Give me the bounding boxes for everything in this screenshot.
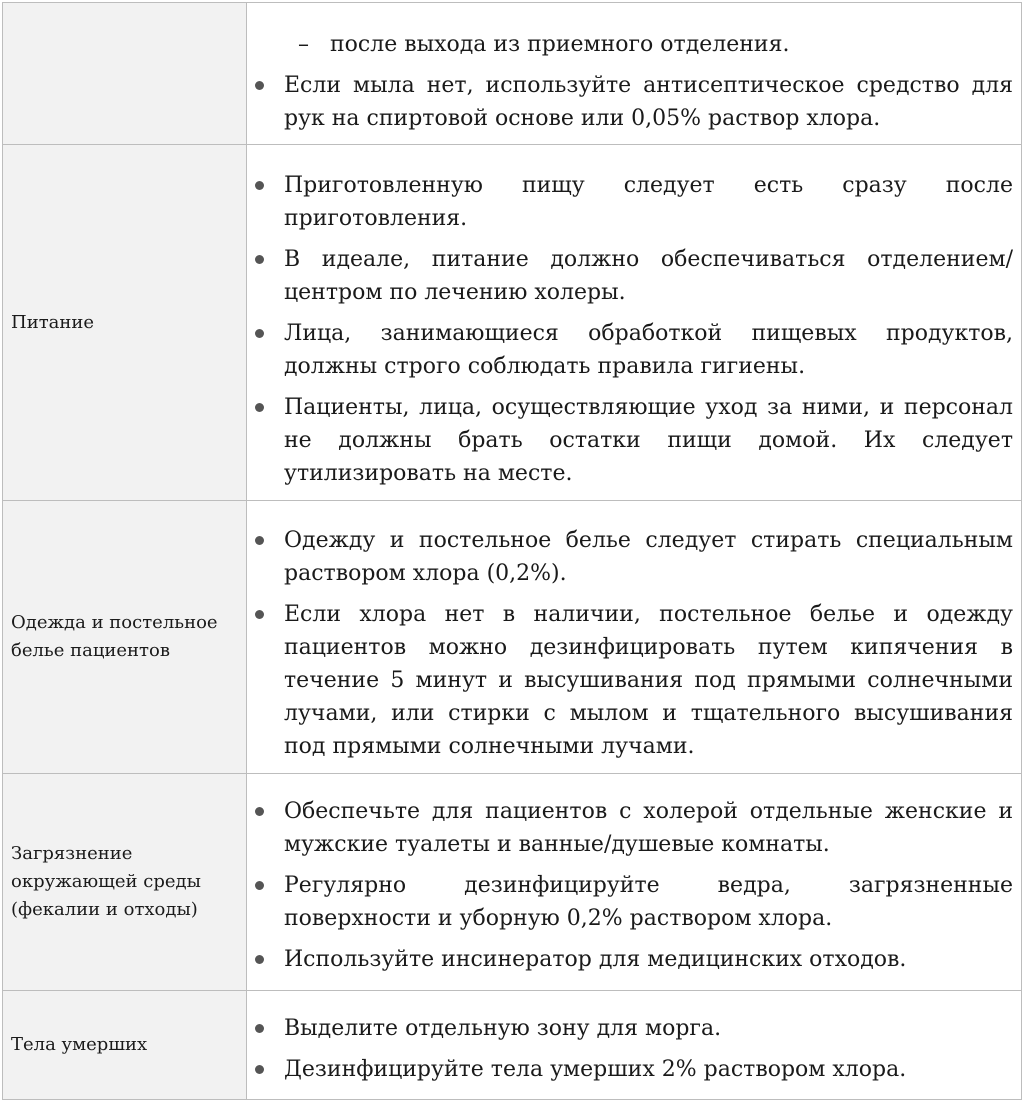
list-item xyxy=(247,943,1013,976)
bullet-icon xyxy=(255,881,264,890)
list-item xyxy=(247,317,1013,383)
list-item xyxy=(247,1053,1013,1086)
table-row xyxy=(2,501,1022,774)
list-item xyxy=(247,795,1013,861)
list-item-text: Используйте инсинератор для медицинских отходов. xyxy=(284,947,907,972)
list-item-text: Дезинфицируйте тела умерших 2% раствором хлора. xyxy=(284,1057,907,1082)
table-row xyxy=(2,2,1022,145)
bullet-icon xyxy=(255,81,264,90)
list-item xyxy=(247,169,1013,235)
list-item-text: после выхода из приемного отделения. xyxy=(330,32,790,57)
list-item-text: Регулярно дезинфицируйте ведра, загрязненные поверхности и уборную 0,2% раствором хлора. xyxy=(284,873,1013,931)
table-row xyxy=(2,145,1022,501)
bullet-icon xyxy=(255,807,264,816)
bullet-icon xyxy=(255,1024,264,1033)
row-content xyxy=(247,991,1022,1099)
row-label: Загрязнение окружающей среды (фекалии и отходы) xyxy=(2,774,247,990)
list-item-text: В идеале, питание должно обеспечиваться отделением/центром по лечению холеры. xyxy=(284,247,1013,305)
row-content xyxy=(247,774,1022,990)
list-item xyxy=(247,243,1013,309)
list-item xyxy=(247,869,1013,935)
bullet-icon xyxy=(255,610,264,619)
dash-list-item xyxy=(247,28,1013,61)
row-label xyxy=(2,3,247,144)
bullet-list xyxy=(247,28,1013,135)
list-item-text: Если мыла нет, используйте антисептическое средство для рук на спиртовой основе или 0,05% раствор хлора. xyxy=(284,73,1013,131)
row-content xyxy=(247,3,1022,144)
table-row xyxy=(2,991,1022,1100)
list-item xyxy=(247,1012,1013,1045)
row-label: Питание xyxy=(2,145,247,500)
row-label: Тела умерших xyxy=(2,991,247,1099)
bullet-list xyxy=(247,169,1013,490)
bullet-icon xyxy=(255,536,264,545)
list-item xyxy=(247,69,1013,135)
bullet-list xyxy=(247,1012,1013,1086)
dash-mark: – xyxy=(298,32,309,57)
bullet-icon xyxy=(255,1065,264,1074)
list-item-text: Одежду и постельное белье следует стирать специальным раствором хлора (0,2%). xyxy=(284,528,1013,586)
list-item-text: Обеспечьте для пациентов с холерой отдельные женские и мужские туалеты и ванные/душевые комнаты. xyxy=(284,799,1013,857)
bullet-icon xyxy=(255,181,264,190)
bullet-icon xyxy=(255,329,264,338)
list-item-text: Пациенты, лица, осуществляющие уход за ними, и персонал не должны брать остатки пищи домой. Их следует утилизировать на месте. xyxy=(284,395,1013,486)
list-item-text: Лица, занимающиеся обработкой пищевых продуктов, должны строго соблюдать правила гигиены. xyxy=(284,321,1013,379)
bullet-icon xyxy=(255,403,264,412)
bullet-icon xyxy=(255,955,264,964)
row-content xyxy=(247,145,1022,500)
list-item xyxy=(247,598,1013,763)
bullet-icon xyxy=(255,255,264,264)
bullet-list xyxy=(247,795,1013,976)
list-item-text: Выделите отдельную зону для морга. xyxy=(284,1016,722,1041)
list-item-text: Приготовленную пищу следует есть сразу после приготовления. xyxy=(284,173,1013,231)
table-row xyxy=(2,774,1022,991)
list-item-text: Если хлора нет в наличии, постельное белье и одежду пациентов можно дезинфицировать путем кипячения в течение 5 минут и высушивания под прямыми солнечными лучами, или стирки с мылом и тщательного высушивания под прямыми солнечными лучами. xyxy=(284,602,1013,759)
row-label: Одежда и постельное белье пациентов xyxy=(2,501,247,773)
list-item xyxy=(247,524,1013,590)
list-item xyxy=(247,391,1013,490)
bullet-list xyxy=(247,524,1013,763)
hygiene-measures-table xyxy=(2,2,1022,1100)
row-content xyxy=(247,501,1022,773)
